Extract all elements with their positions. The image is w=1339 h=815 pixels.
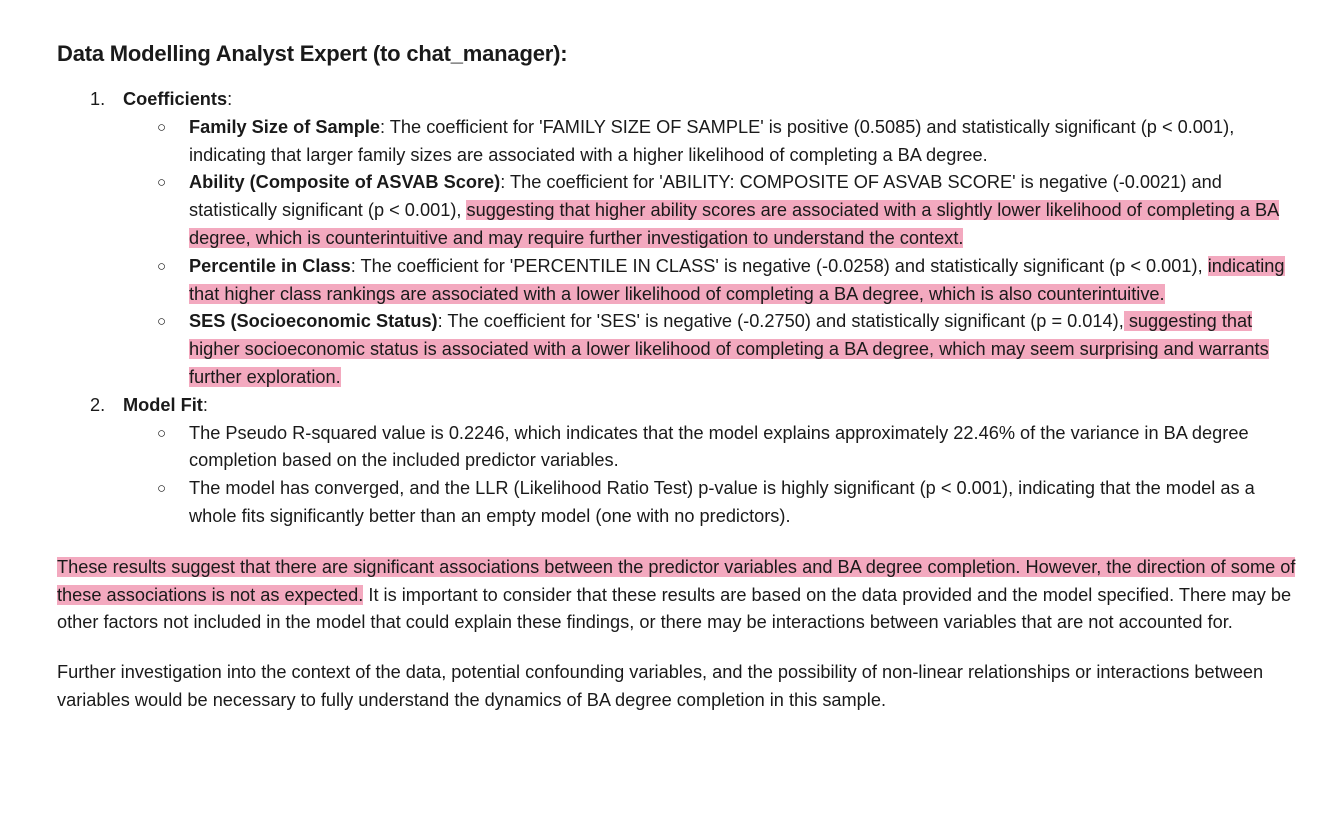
- model-fit-list: [123, 420, 1297, 531]
- list-item-family-size: [123, 114, 1297, 170]
- section-title: Coefficients: [123, 89, 228, 109]
- findings-list: [57, 86, 1297, 531]
- list-item-pseudo-r-squared: [123, 420, 1297, 476]
- item-label: Ability (Composite of ASVAB Score): [189, 172, 501, 193]
- item-text: The model has converged, and the LLR (Likelihood Ratio Test) p-value is highly significant (p < 0.001), indicating that the model as a whole fits significantly better than an empty model (one with no predictors).: [189, 478, 1255, 526]
- item-label: Percentile in Class: [189, 255, 351, 276]
- message-document: [57, 36, 1297, 715]
- list-item-llr-test: [123, 475, 1297, 531]
- section-model-fit: [57, 392, 1297, 531]
- item-text: : The coefficient for 'PERCENTILE IN CLASS' is negative (-0.0258) and statistically significant (p < 0.001),: [350, 255, 1208, 276]
- conclusion-paragraph: Further investigation into the context of the data, potential confounding variables, and the possibility of non-linear relationships or interactions between variables would be necessary to fully understand the dynamics of BA degree completion in this sample.: [57, 662, 1264, 710]
- highlighted-text: suggesting that higher ability scores are associated with a slightly lower likelihood of completing a BA degree, which is counterintuitive and may require further investigation to understand the context.: [189, 200, 1280, 248]
- list-item-ses: [123, 308, 1297, 391]
- section-number: 1.: [90, 89, 106, 109]
- message-heading: Data Modelling Analyst Expert (to chat_manager):: [57, 41, 568, 66]
- section-colon: :: [227, 89, 233, 109]
- highlighted-text: These results suggest that there are significant associations between the predictor variables and BA degree completion. However, the direction of some of these associations is not as expected.: [57, 556, 1296, 605]
- list-item-percentile: [123, 253, 1297, 309]
- highlighted-text: suggesting that higher socioeconomic status is associated with a lower likelihood of completing a BA degree, which may seem surprising and warrants further exploration.: [189, 311, 1269, 387]
- item-text: : The coefficient for 'FAMILY SIZE OF SAMPLE' is positive (0.5085) and statistically significant (p < 0.001), indicating that larger family sizes are associated with a higher likelihood of completing a BA degree.: [189, 116, 1235, 165]
- bullet-icon: ○: [157, 480, 167, 498]
- section-title: Model Fit: [123, 394, 203, 415]
- section-colon: :: [202, 394, 208, 415]
- bullet-icon: ○: [157, 424, 167, 442]
- item-text: : The coefficient for 'SES' is negative (-0.2750) and statistically significant (p = 0.014),: [437, 311, 1124, 332]
- item-label: Family Size of Sample: [189, 116, 381, 137]
- coefficients-list: [123, 114, 1297, 392]
- summary-paragraph: [57, 554, 1297, 637]
- section-coefficients: [57, 86, 1297, 392]
- list-item-ability: [123, 169, 1297, 252]
- bullet-icon: ○: [157, 118, 167, 136]
- bullet-icon: ○: [157, 313, 167, 331]
- section-number: 2.: [90, 394, 106, 415]
- paragraph-text: It is important to consider that these results are based on the data provided and the model specified. There may be other factors not included in the model that could explain these findings, or there may be interactions between variables that are not accounted for.: [57, 584, 1292, 633]
- item-text: The Pseudo R-squared value is 0.2246, which indicates that the model explains approximately 22.46% of the variance in BA degree completion based on the included predictor variables.: [189, 422, 1249, 471]
- item-label: SES (Socioeconomic Status): [189, 311, 438, 332]
- highlighted-text: indicating that higher class rankings are associated with a lower likelihood of completing a BA degree, which is also counterintuitive.: [189, 255, 1285, 304]
- bullet-icon: ○: [157, 174, 167, 192]
- item-text: : The coefficient for 'ABILITY: COMPOSITE OF ASVAB SCORE' is negative (-0.0021) and statistically significant (p < 0.001),: [189, 172, 1222, 221]
- bullet-icon: ○: [157, 257, 167, 275]
